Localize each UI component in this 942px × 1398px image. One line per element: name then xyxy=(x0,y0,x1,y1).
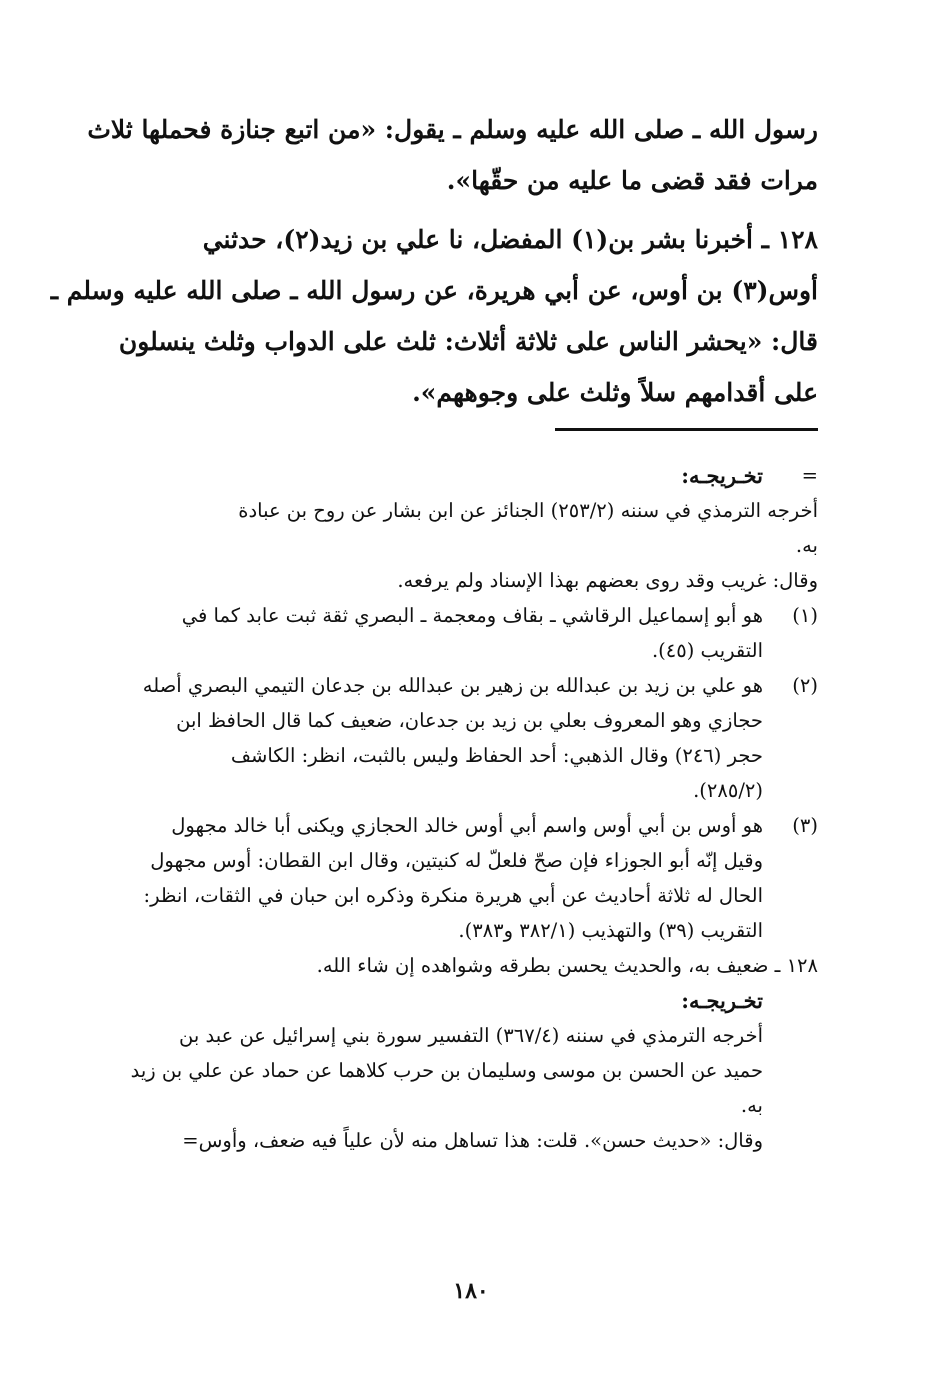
footnote-line: وقال: غريب وقد روى بعضهم بهذا الإسناد ولم يرفعه. xyxy=(397,569,818,592)
footnote-1 xyxy=(128,598,818,668)
text-line: على أقدامهم سلاً وثلث على وجوههم». xyxy=(412,378,818,407)
footnote-line: به. xyxy=(740,1094,763,1117)
continuation-mark: = xyxy=(801,464,818,487)
main-paragraph-hadith-128 xyxy=(50,214,818,418)
footnote-line: (٢٨٥/٢). xyxy=(693,779,763,802)
takhrij-heading: تخـريجـه: xyxy=(681,463,763,488)
footnote-line: هو أبو إسماعيل الرقاشي ـ بقاف ومعجمة ـ البصري ثقة ثبت عابد كما في xyxy=(181,604,763,627)
footnote-line: أخرجه الترمذي في سننه (٣٦٧/٤) التفسير سورة بني إسرائيل عن عبد بن xyxy=(179,1024,763,1047)
text-line: مرات فقد قضى ما عليه من حقّها». xyxy=(446,166,818,195)
footnote-line: وقال: «حديث حسن». قلت: هذا تساهل منه لأن علياً فيه ضعف، وأوس= xyxy=(182,1129,763,1152)
footnote-line: حميد عن الحسن بن موسى وسليمان بن حرب كلاهما عن حماد عن علي بن زيد xyxy=(130,1059,763,1082)
takhrij-block-1 xyxy=(128,458,818,493)
text-line: رسول الله ـ صلى الله عليه وسلم ـ يقول: «من اتبع جنازة فحملها ثلاث xyxy=(87,115,818,144)
footnote-number: (١) xyxy=(792,604,818,627)
footnote-separator xyxy=(555,428,818,431)
footnote-line: التقريب (٣٩) والتهذيب (٣٨٢/١ و٣٨٣). xyxy=(458,919,763,942)
footnote-line: وقيل إنّه أبو الجوزاء فإن صحّ فلعلّ له كنيتين، وقال ابن القطان: أوس مجهول xyxy=(150,849,763,872)
footnote-line: أخرجه الترمذي في سننه (٢٥٣/٢) الجنائز عن ابن بشار عن روح بن عبادة xyxy=(238,499,818,522)
footnote-3 xyxy=(128,808,818,948)
footnote-line: هو أوس بن أبي أوس واسم أبي أوس خالد الحجازي ويكنى أبا خالد مجهول xyxy=(171,814,763,837)
text-line: أوس(٣) بن أوس، عن أبي هريرة، عن رسول الله ـ صلى الله عليه وسلم ـ xyxy=(50,276,818,305)
takhrij-block-2 xyxy=(128,983,818,1018)
main-paragraph-1 xyxy=(87,104,818,206)
footnote-2 xyxy=(128,668,818,808)
footnote-line: ١٢٨ ـ ضعيف به، والحديث يحسن بطرقه وشواهده إن شاء الله. xyxy=(316,954,818,977)
footnote-line: حجازي وهو المعروف بعلي بن زيد بن جدعان، ضعيف كما قال الحافظ ابن xyxy=(176,709,763,732)
footnotes xyxy=(128,458,818,1158)
hadith-128-grading xyxy=(128,948,818,983)
footnote-number: (٣) xyxy=(792,814,818,837)
text-line: ١٢٨ ـ أخبرنا بشر بن(١) المفضل، نا علي بن زيد(٢)، حدثني xyxy=(202,225,818,254)
takhrij-1-text xyxy=(128,493,873,598)
text-line: قال: «يحشر الناس على ثلاثة أثلاث: ثلث على الدواب وثلث ينسلون xyxy=(118,327,818,356)
takhrij-2-text xyxy=(128,1018,818,1158)
page-number: ١٨٠ xyxy=(453,1278,489,1304)
footnote-line: هو علي بن زيد بن عبدالله بن زهير بن عبدالله بن جدعان التيمي البصري أصله xyxy=(142,674,763,697)
takhrij-heading: تخـريجـه: xyxy=(681,988,763,1013)
footnote-line: الحال له ثلاثة أحاديث عن أبي هريرة منكرة وذكره ابن حبان في الثقات، انظر: xyxy=(143,884,763,907)
footnote-number: (٢) xyxy=(792,674,818,697)
footnote-line: به. xyxy=(795,534,818,557)
footnote-line: التقريب (٤٥). xyxy=(651,639,763,662)
footnote-line: حجر (٢٤٦) وقال الذهبي: أحد الحفاظ وليس بالثبت، انظر: الكاشف xyxy=(230,744,763,767)
